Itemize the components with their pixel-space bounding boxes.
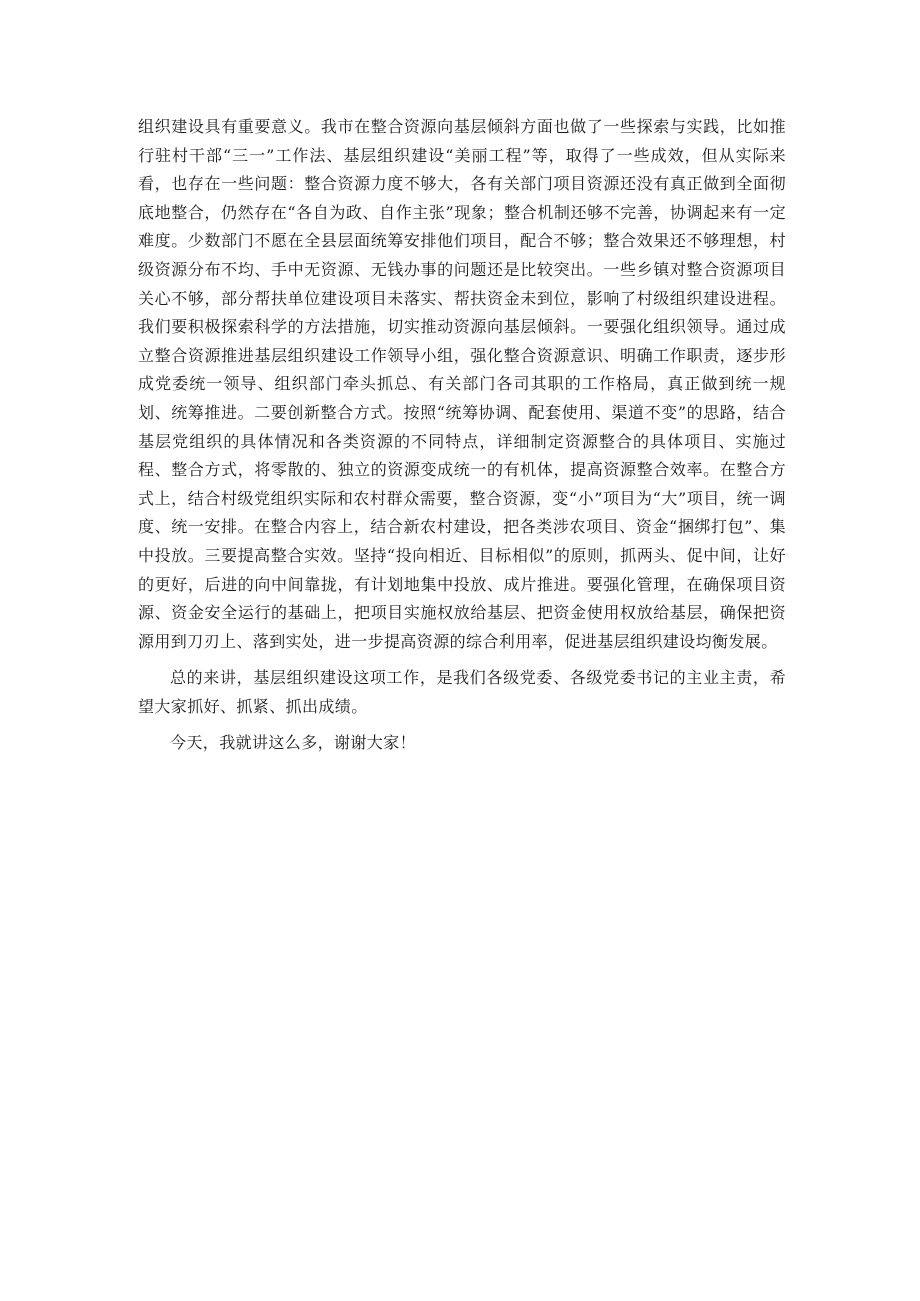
- document-body: [138, 113, 786, 758]
- paragraph-summary: 总的来讲，基层组织建设这项工作，是我们各级党委、各级党委书记的主业主责，希望大家抓好、抓紧、抓出成绩。: [138, 668, 786, 716]
- paragraph-resource-integration: 组织建设具有重要意义。我市在整合资源向基层倾斜方面也做了一些探索与实践，比如推行驻村干部“三一”工作法、基层组织建设“美丽工程”等，取得了一些成效，但从实际来看，也存在一些问题：整合资源力度不够大，各有关部门项目资源还没有真正做到全面彻底地整合，仍然存在“各自为政、自作主张”现象；整合机制还够不完善，协调起来有一定难度。少数部门不愿在全县层面统筹安排他们项目，配合不够；整合效果还不够理想，村级资源分布不均、手中无资源、无钱办事的问题还是比较突出。一些乡镇对整合资源项目关心不够，部分帮扶单位建设项目未落实、帮扶资金未到位，影响了村级组织建设进程。我们要积极探索科学的方法措施，切实推动资源向基层倾斜。一要强化组织领导。通过成立整合资源推进基层组织建设工作领导小组，强化整合资源意识、明确工作职责，逐步形成党委统一领导、组织部门牵头抓总、有关部门各司其职的工作格局，真正做到统一规划、统筹推进。二要创新整合方式。按照“统筹协调、配套使用、渠道不变”的思路，结合基层党组织的具体情况和各类资源的不同特点，详细制定资源整合的具体项目、实施过程、整合方式，将零散的、独立的资源变成统一的有机体，提高资源整合效率。在整合方式上，结合村级党组织实际和农村群众需要，整合资源，变“小”项目为“大”项目，统一调度、统一安排。在整合内容上，结合新农村建设，把各类涉农项目、资金“捆绑打包”、集中投放。三要提高整合实效。坚持“投向相近、目标相似”的原则，抓两头、促中间，让好的更好，后进的向中间靠拢，有计划地集中投放、成片推进。要强化管理，在确保项目资源、资金安全运行的基础上，把项目实施权放给基层、把资金使用权放给基层，确保把资源用到刀刃上、落到实处，进一步提高资源的综合利用率，促进基层组织建设均衡发展。: [138, 117, 786, 651]
- paragraph-closing: 今天，我就讲这么多，谢谢大家！: [170, 733, 417, 753]
